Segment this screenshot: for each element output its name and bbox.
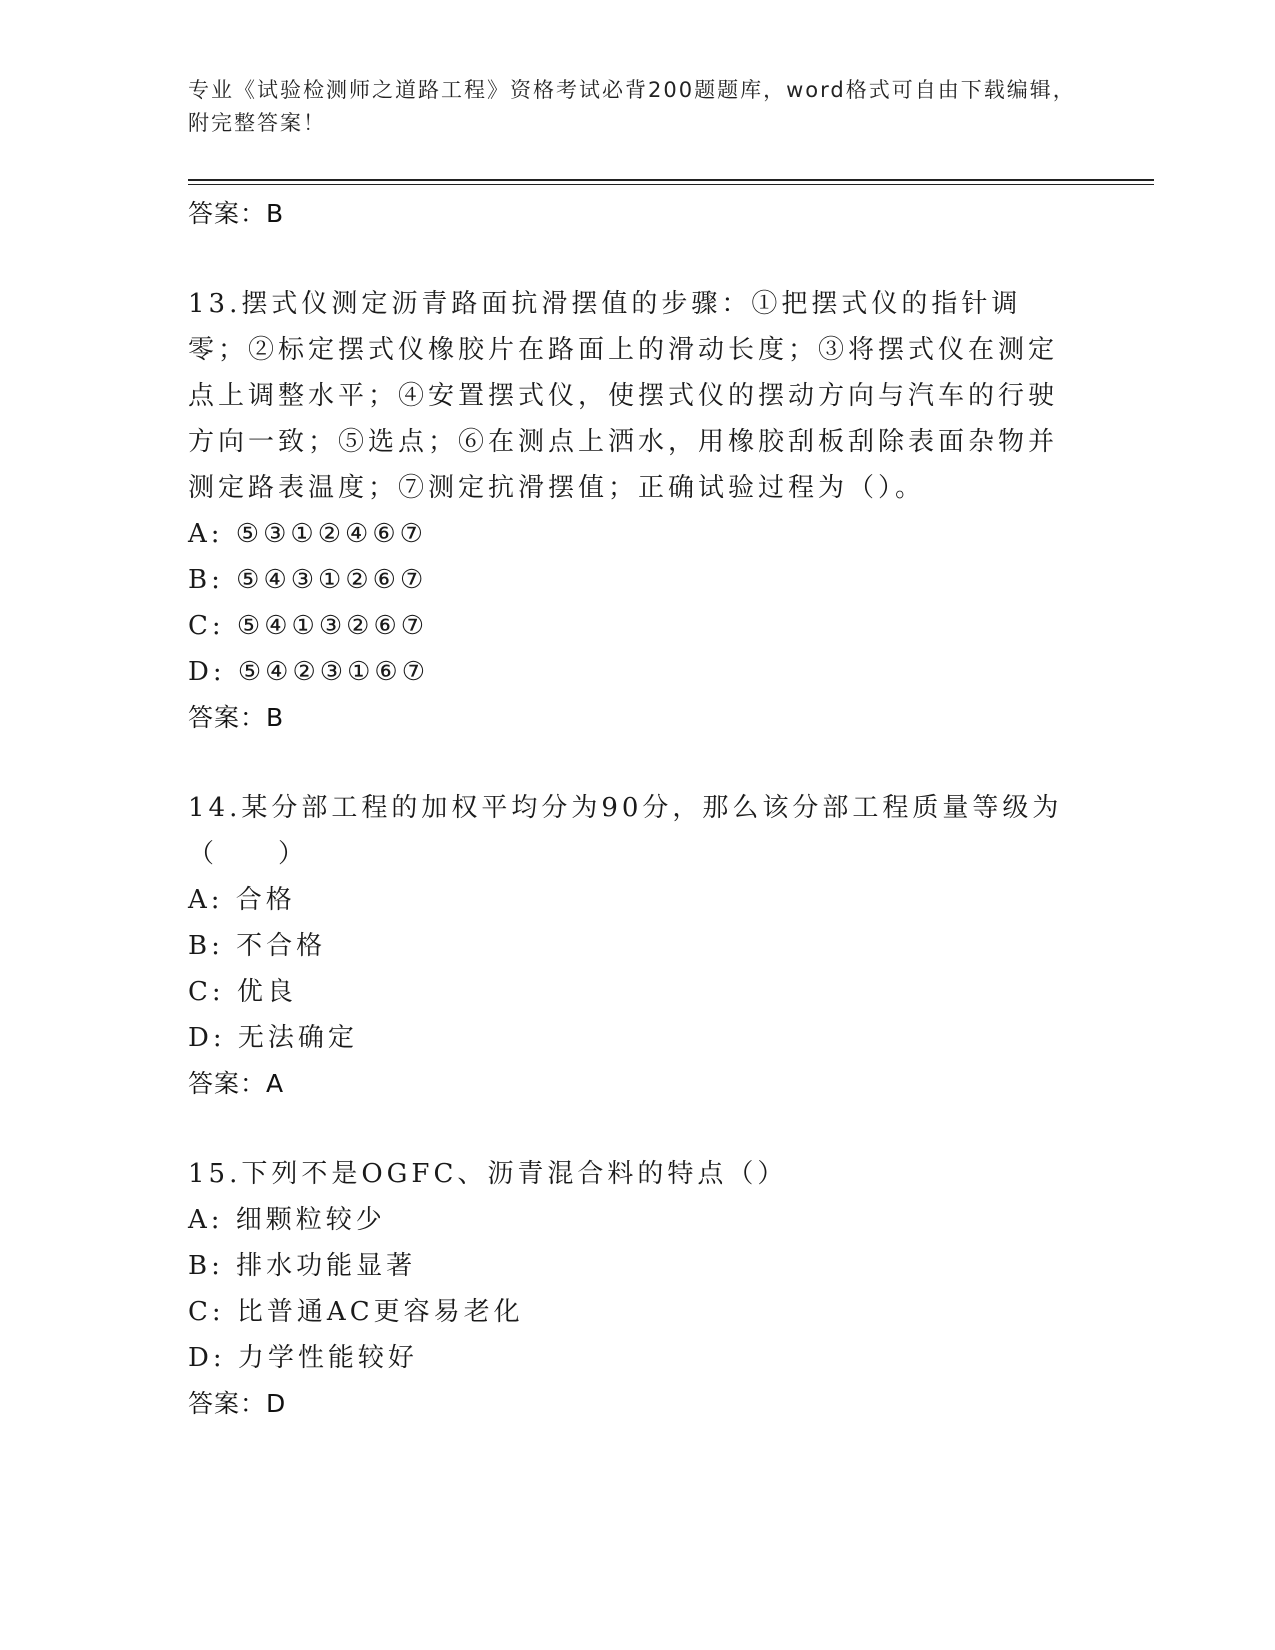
header-divider-thick: [188, 179, 1154, 181]
answer-value: A: [266, 1069, 285, 1098]
option-a: A: 细颗粒较少: [188, 1205, 386, 1235]
document-header: [188, 74, 1088, 140]
option-c: C: 优良: [188, 977, 297, 1007]
answer-label: 答案：: [188, 199, 267, 228]
option-c: C: ⑤④①③②⑥⑦: [188, 611, 429, 641]
header-divider-thin: [188, 184, 1154, 185]
option-a: A: 合格: [188, 885, 296, 915]
option-d: D: ⑤④②③①⑥⑦: [188, 657, 430, 687]
header-title: 专业《试验检测师之道路工程》资格考试必背200题题库，word格式可自由下载编辑，附完整答案！: [188, 78, 1076, 135]
answer-line: [188, 191, 1068, 237]
question-block: [188, 1151, 1068, 1427]
answer-value: B: [266, 199, 285, 228]
answer-label: 答案：: [188, 1389, 267, 1418]
answer-line: [188, 1061, 1068, 1107]
question-text: 14.某分部工程的加权平均分为90分，那么该分部工程质量等级为（ ）: [188, 793, 1063, 869]
answer-value: B: [266, 703, 285, 732]
answer-label: 答案：: [188, 1069, 267, 1098]
question-block: [188, 281, 1068, 741]
question-list: [188, 191, 1068, 1427]
option-c: C: 比普通AC更容易老化: [188, 1297, 524, 1327]
answer-line: [188, 695, 1068, 741]
answer-label: 答案：: [188, 703, 267, 732]
option-b: B: ⑤④③①②⑥⑦: [188, 565, 428, 595]
question-text: 15.下列不是OGFC、沥青混合料的特点（）: [188, 1159, 788, 1189]
answer-line: [188, 1381, 1068, 1427]
question-block: [188, 785, 1068, 1107]
option-b: B: 排水功能显著: [188, 1251, 417, 1281]
option-d: D: 力学性能较好: [188, 1343, 418, 1373]
answer-value: D: [266, 1389, 287, 1418]
option-a: A: ⑤③①②④⑥⑦: [188, 519, 427, 549]
question-text: 13.摆式仪测定沥青路面抗滑摆值的步骤：①把摆式仪的指针调零；②标定摆式仪橡胶片在路面上的滑动长度；③将摆式仪在测定点上调整水平；④安置摆式仪，使摆式仪的摆动方向与汽车的行驶方向一致；⑤选点；⑥在测点上洒水，用橡胶刮板刮除表面杂物并测定路表温度；⑦测定抗滑摆值；正确试验过程为（）。: [188, 289, 1059, 503]
option-d: D: 无法确定: [188, 1023, 358, 1053]
option-b: B: 不合格: [188, 931, 327, 961]
